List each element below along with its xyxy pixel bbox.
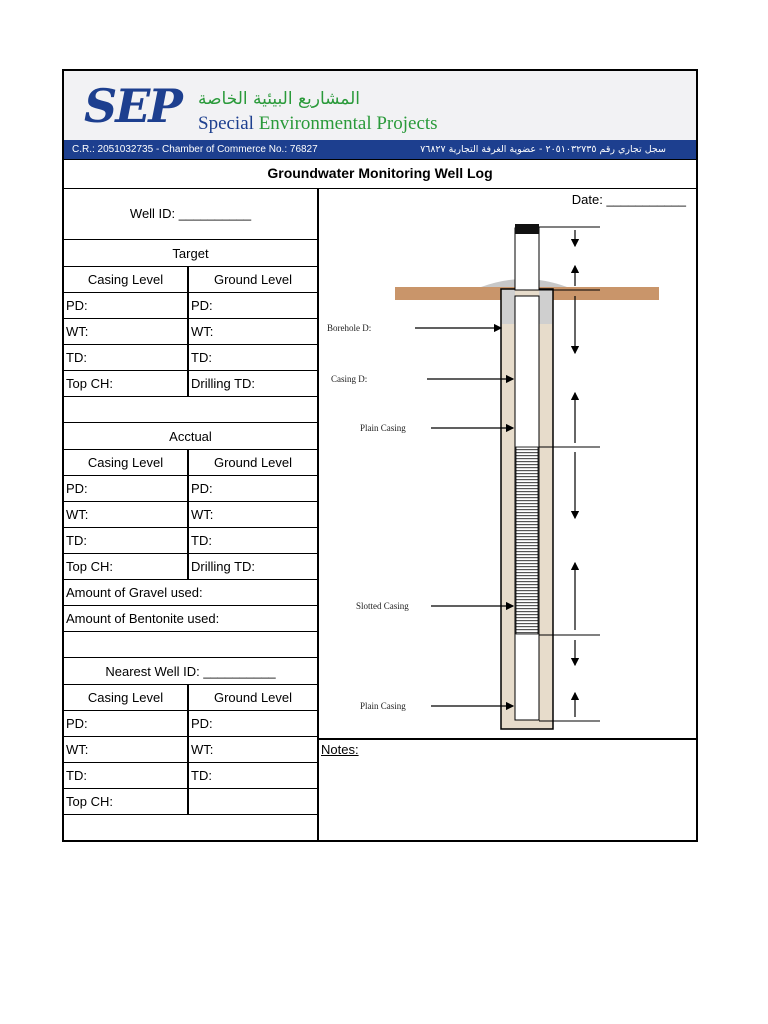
cr-english: C.R.: 2051032735 - Chamber of Commerce No.: 76827 — [72, 144, 318, 155]
actual-top-ch[interactable]: Top CH: — [64, 554, 189, 579]
notes-area[interactable] — [319, 738, 696, 842]
nearest-casing-td[interactable]: TD: — [64, 763, 189, 788]
bentonite-amount-field[interactable]: Amount of Bentonite used: — [66, 611, 220, 626]
notes-label: Notes: — [321, 742, 359, 757]
nearest-well-id-field[interactable]: Nearest Well ID: __________ — [105, 663, 276, 679]
target-col-header-row — [64, 267, 317, 293]
actual-heading: Acctual — [169, 428, 212, 444]
well-diagram-panel — [319, 188, 696, 840]
actual-casing-wt[interactable]: WT: — [64, 502, 189, 527]
actual-col-header-row — [64, 450, 317, 476]
target-drilling-td[interactable]: Drilling TD: — [191, 376, 256, 391]
gravel-amount-field[interactable]: Amount of Gravel used: — [66, 585, 203, 600]
target-casing-wt[interactable]: WT: — [64, 319, 189, 344]
target-heading: Target — [172, 245, 209, 261]
borehole-diameter-label: Borehole D: — [327, 323, 372, 333]
nearest-blank-cell[interactable] — [189, 789, 317, 814]
nearest-col-header-row — [64, 685, 317, 711]
spacer-row — [64, 632, 317, 658]
target-top-ch[interactable]: Top CH: — [64, 371, 189, 396]
table-row — [64, 554, 317, 580]
nearest-casing-wt[interactable]: WT: — [64, 737, 189, 762]
company-name-english: Special Environmental Projects — [198, 113, 438, 134]
nearest-heading-row — [64, 658, 317, 685]
target-ground-pd[interactable]: PD: — [191, 298, 213, 313]
well-log-form — [62, 69, 698, 842]
plain-casing-bottom-label: Plain Casing — [360, 701, 406, 711]
well-data-table — [64, 188, 319, 840]
well-construction-diagram — [319, 188, 696, 738]
letterhead — [64, 71, 696, 160]
gravel-fill — [539, 290, 552, 324]
actual-casing-td[interactable]: TD: — [64, 528, 189, 553]
ground-level-header: Ground Level — [213, 455, 293, 470]
casing-cap — [515, 224, 539, 234]
date-field[interactable]: Date: ___________ — [571, 192, 686, 207]
cr-arabic: سجل تجاري رقم ٢٠٥١٠٣٢٧٣٥ - عضوية الغرفة التجارية ٧٦٨٢٧ — [420, 144, 666, 155]
actual-ground-td[interactable]: TD: — [191, 533, 212, 548]
nearest-casing-pd[interactable]: PD: — [64, 711, 189, 736]
actual-ground-pd[interactable]: PD: — [191, 481, 213, 496]
slotted-casing-label: Slotted Casing — [356, 601, 409, 611]
sep-logo: SEP — [84, 79, 181, 133]
nearest-ground-td[interactable]: TD: — [191, 768, 212, 783]
target-casing-pd[interactable]: PD: — [64, 293, 189, 318]
casing-level-header: Casing Level — [64, 267, 189, 292]
casing-diameter-label: Casing D: — [331, 374, 368, 384]
table-row — [64, 476, 317, 502]
nearest-top-ch[interactable]: Top CH: — [64, 789, 189, 814]
spacer-row — [64, 397, 317, 423]
slotted-section — [516, 447, 538, 634]
table-row — [64, 763, 317, 789]
table-row — [64, 528, 317, 554]
registration-bar — [64, 140, 696, 159]
casing-stickup — [515, 228, 539, 290]
table-row — [64, 502, 317, 528]
target-ground-td[interactable]: TD: — [191, 350, 212, 365]
nearest-ground-wt[interactable]: WT: — [191, 742, 214, 757]
well-id-row — [64, 188, 317, 240]
ground-level-header: Ground Level — [213, 690, 293, 705]
target-casing-td[interactable]: TD: — [64, 345, 189, 370]
gravel-fill — [502, 290, 515, 324]
bentonite-row — [64, 606, 317, 632]
actual-casing-pd[interactable]: PD: — [64, 476, 189, 501]
plain-casing-top-label: Plain Casing — [360, 423, 406, 433]
ground-level-header: Ground Level — [213, 272, 293, 287]
form-title: Groundwater Monitoring Well Log — [64, 159, 696, 189]
target-heading-row — [64, 240, 317, 267]
target-ground-wt[interactable]: WT: — [191, 324, 214, 339]
table-row — [64, 319, 317, 345]
casing-level-header: Casing Level — [64, 685, 189, 710]
actual-ground-wt[interactable]: WT: — [191, 507, 214, 522]
well-id-field[interactable]: Well ID: __________ — [129, 206, 252, 221]
company-name-arabic: المشاريع البيئية الخاصة — [198, 89, 361, 109]
table-row — [64, 789, 317, 815]
table-row — [64, 371, 317, 397]
table-row — [64, 345, 317, 371]
table-row — [64, 293, 317, 319]
gravel-row — [64, 580, 317, 606]
actual-heading-row — [64, 423, 317, 450]
nearest-ground-pd[interactable]: PD: — [191, 716, 213, 731]
actual-drilling-td[interactable]: Drilling TD: — [191, 559, 256, 574]
table-row — [64, 711, 317, 737]
casing-level-header: Casing Level — [64, 450, 189, 475]
table-row — [64, 737, 317, 763]
